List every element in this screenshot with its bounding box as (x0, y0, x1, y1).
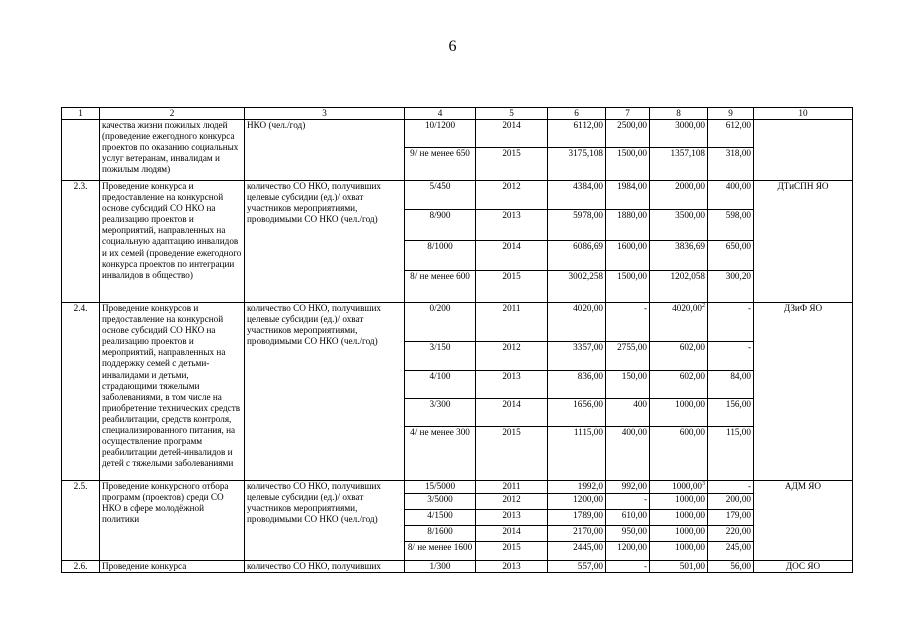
funding-col7: 1500,00 (606, 148, 650, 181)
funding-col8-value: 1000,00 (675, 510, 705, 520)
item-number (62, 120, 100, 181)
funding-col7: 1984,00 (606, 181, 650, 210)
indicator-value: 4/ не менее 300 (405, 427, 476, 481)
funding-col8 (650, 526, 708, 542)
funding-col7: 610,00 (606, 510, 650, 526)
year-cell: 2014 (476, 399, 548, 427)
funding-col8 (650, 241, 708, 271)
funding-col8-value: 3500,00 (675, 210, 705, 220)
indicator-text: количество СО НКО, получивших целевые субсидии (ед.)/ охват участников мероприятиями, проводимыми СО НКО (чел./год) (245, 181, 405, 303)
funding-col8 (650, 542, 708, 561)
funding-col8 (650, 342, 708, 371)
funding-col9: 598,00 (708, 210, 754, 241)
funding-col9: 300,20 (708, 271, 754, 303)
year-cell: 2015 (476, 271, 548, 303)
total-amount: 3175,108 (548, 148, 606, 181)
table-row (62, 303, 853, 342)
funding-col9: 220,00 (708, 526, 754, 542)
funding-col8-value: 1202,058 (670, 271, 705, 281)
indicator-value: 3/5000 (405, 494, 476, 510)
funding-col9: 318,00 (708, 148, 754, 181)
footnote-marker: 2 (702, 302, 705, 309)
indicator-value: 8/ не менее 1600 (405, 542, 476, 561)
funding-col7: - (606, 494, 650, 510)
indicator-text: количество СО НКО, получивших целевые субсидии (ед.)/ охват участников мероприятиями, проводимыми СО НКО (чел./год) (245, 481, 405, 561)
total-amount: 2170,00 (548, 526, 606, 542)
funding-col8 (650, 510, 708, 526)
item-number: 2.4. (62, 303, 100, 481)
indicator-text: количество СО НКО, получивших (245, 561, 405, 573)
funding-col8 (650, 120, 708, 148)
column-header-8: 8 (650, 108, 708, 120)
indicator-value: 3/300 (405, 399, 476, 427)
column-header-7: 7 (606, 108, 650, 120)
total-amount: 1115,00 (548, 427, 606, 481)
item-number: 2.3. (62, 181, 100, 303)
funding-col8-value: 1000,00 (675, 399, 705, 409)
total-amount: 5978,00 (548, 210, 606, 241)
column-header-2: 2 (100, 108, 245, 120)
funding-col8 (650, 271, 708, 303)
total-amount: 4384,00 (548, 181, 606, 210)
year-cell: 2013 (476, 210, 548, 241)
funding-col7: 950,00 (606, 526, 650, 542)
year-cell: 2011 (476, 303, 548, 342)
funding-col9: 179,00 (708, 510, 754, 526)
total-amount: 1656,00 (548, 399, 606, 427)
funding-col9: 200,00 (708, 494, 754, 510)
funding-col7: 2755,00 (606, 342, 650, 371)
executor: АДМ ЯО (754, 481, 853, 561)
funding-col9: 115,00 (708, 427, 754, 481)
item-number: 2.5. (62, 481, 100, 561)
funding-col8 (650, 148, 708, 181)
funding-col7: 1600,00 (606, 241, 650, 271)
year-cell: 2013 (476, 371, 548, 399)
indicator-value: 0/200 (405, 303, 476, 342)
funding-col9: - (708, 303, 754, 342)
program-table (61, 107, 853, 573)
funding-col8 (650, 427, 708, 481)
funding-col7: 1200,00 (606, 542, 650, 561)
header-row (62, 108, 853, 120)
funding-col7: 992,00 (606, 481, 650, 494)
funding-col8-value: 602,00 (679, 342, 705, 352)
measure-name: Проведение конкурса (100, 561, 245, 573)
funding-col8-value: 602,00 (679, 371, 705, 381)
column-header-5: 5 (476, 108, 548, 120)
column-header-10: 10 (754, 108, 853, 120)
funding-col8-value: 3836,69 (675, 241, 705, 251)
indicator-value: 15/5000 (405, 481, 476, 494)
column-header-6: 6 (548, 108, 606, 120)
indicator-value: 4/100 (405, 371, 476, 399)
indicator-value: 8/1600 (405, 526, 476, 542)
indicator-value: 8/900 (405, 210, 476, 241)
indicator-value: 1/300 (405, 561, 476, 573)
funding-col8-value: 1000,00 (675, 526, 705, 536)
total-amount: 1992,0 (548, 481, 606, 494)
year-cell: 2014 (476, 241, 548, 271)
total-amount: 2445,00 (548, 542, 606, 561)
funding-col7: 2500,00 (606, 120, 650, 148)
funding-col8-value: 501,00 (679, 561, 705, 571)
indicator-value: 10/1200 (405, 120, 476, 148)
measure-name: Проведение конкурсов и предоставление на конкурсной основе субсидий СО НКО на реализацию проектов и мероприятий, направленных на поддержку семей с детьми-инвалидами и детьми, страдающими тяжелыми заболеваниями, в том числе на приобретение технических средств реабилитации, средств контроля, специализированного питания, на осуществление программ реабилитации детей-инвалидов и детей с тяжелыми заболеваниями (100, 303, 245, 481)
funding-col9: 650,00 (708, 241, 754, 271)
indicator-value: 3/150 (405, 342, 476, 371)
indicator-value: 5/450 (405, 181, 476, 210)
indicator-value: 8/ не менее 600 (405, 271, 476, 303)
year-cell: 2012 (476, 494, 548, 510)
total-amount: 1789,00 (548, 510, 606, 526)
indicator-value: 8/1000 (405, 241, 476, 271)
year-cell: 2014 (476, 526, 548, 542)
column-header-9: 9 (708, 108, 754, 120)
total-amount: 557,00 (548, 561, 606, 573)
funding-col8 (650, 481, 708, 494)
indicator-value: 9/ не менее 650 (405, 148, 476, 181)
year-cell: 2012 (476, 181, 548, 210)
funding-col7: - (606, 561, 650, 573)
executor: ДТиСПН ЯО (754, 181, 853, 303)
funding-col7: 1500,00 (606, 271, 650, 303)
funding-col9: 56,00 (708, 561, 754, 573)
funding-col8-value: 1357,108 (670, 148, 705, 158)
funding-col9: 245,00 (708, 542, 754, 561)
indicator-text: НКО (чел./год) (245, 120, 405, 181)
year-cell: 2013 (476, 510, 548, 526)
page-number: 6 (448, 38, 457, 55)
funding-col9: 84,00 (708, 371, 754, 399)
year-cell: 2014 (476, 120, 548, 148)
indicator-text: количество СО НКО, получивших целевые субсидии (ед.)/ охват участников мероприятиями, проводимыми СО НКО (чел./год) (245, 303, 405, 481)
funding-col8-value: 1000,00 (672, 481, 702, 491)
funding-col8 (650, 494, 708, 510)
funding-col8-value: 3000,00 (675, 120, 705, 130)
total-amount: 3002,258 (548, 271, 606, 303)
funding-col8 (650, 210, 708, 241)
measure-name: Проведение конкурсного отбора программ (проектов) среди СО НКО в сфере молодёжной политики (100, 481, 245, 561)
footnote-marker: 3 (702, 480, 705, 487)
funding-col9: 612,00 (708, 120, 754, 148)
indicator-value: 4/1500 (405, 510, 476, 526)
funding-col7: - (606, 303, 650, 342)
funding-col7: 150,00 (606, 371, 650, 399)
funding-col8 (650, 371, 708, 399)
executor (754, 120, 853, 181)
year-cell: 2015 (476, 542, 548, 561)
funding-col9: 400,00 (708, 181, 754, 210)
column-header-4: 4 (405, 108, 476, 120)
measure-name: качества жизни пожилых людей (проведение ежегодного конкурса проектов по оказанию социальных услуг ветеранам, инвалидам и пожилым людям) (100, 120, 245, 181)
funding-col8 (650, 561, 708, 573)
funding-col8-value: 1000,00 (675, 494, 705, 504)
total-amount: 836,00 (548, 371, 606, 399)
executor: ДОС ЯО (754, 561, 853, 573)
total-amount: 6112,00 (548, 120, 606, 148)
column-header-3: 3 (245, 108, 405, 120)
year-cell: 2011 (476, 481, 548, 494)
table-row (62, 120, 853, 148)
total-amount: 1200,00 (548, 494, 606, 510)
funding-col9: - (708, 342, 754, 371)
total-amount: 3357,00 (548, 342, 606, 371)
funding-col8-value: 600,00 (679, 427, 705, 437)
funding-col8 (650, 181, 708, 210)
funding-col9: 156,00 (708, 399, 754, 427)
funding-col9: - (708, 481, 754, 494)
funding-col8-value: 2000,00 (675, 181, 705, 191)
table-row (62, 181, 853, 210)
year-cell: 2012 (476, 342, 548, 371)
funding-col8 (650, 399, 708, 427)
total-amount: 6086,69 (548, 241, 606, 271)
funding-col8 (650, 303, 708, 342)
measure-name: Проведение конкурса и предоставление на конкурсной основе субсидий СО НКО на реализацию проектов и мероприятий, направленных на социальную адаптацию инвалидов и их семей (проведение ежегодного конкурса проектов по интеграции инвалидов в общество) (100, 181, 245, 303)
year-cell: 2013 (476, 561, 548, 573)
table-row (62, 481, 853, 494)
funding-col7: 1880,00 (606, 210, 650, 241)
item-number: 2.6. (62, 561, 100, 573)
column-header-1: 1 (62, 108, 100, 120)
total-amount: 4020,00 (548, 303, 606, 342)
funding-col8-value: 1000,00 (675, 542, 705, 552)
year-cell: 2015 (476, 148, 548, 181)
funding-col8-value: 4020,00 (672, 303, 702, 313)
table-row (62, 561, 853, 573)
funding-col7: 400,00 (606, 427, 650, 481)
year-cell: 2015 (476, 427, 548, 481)
funding-col7: 400 (606, 399, 650, 427)
executor: ДЗиФ ЯО (754, 303, 853, 481)
